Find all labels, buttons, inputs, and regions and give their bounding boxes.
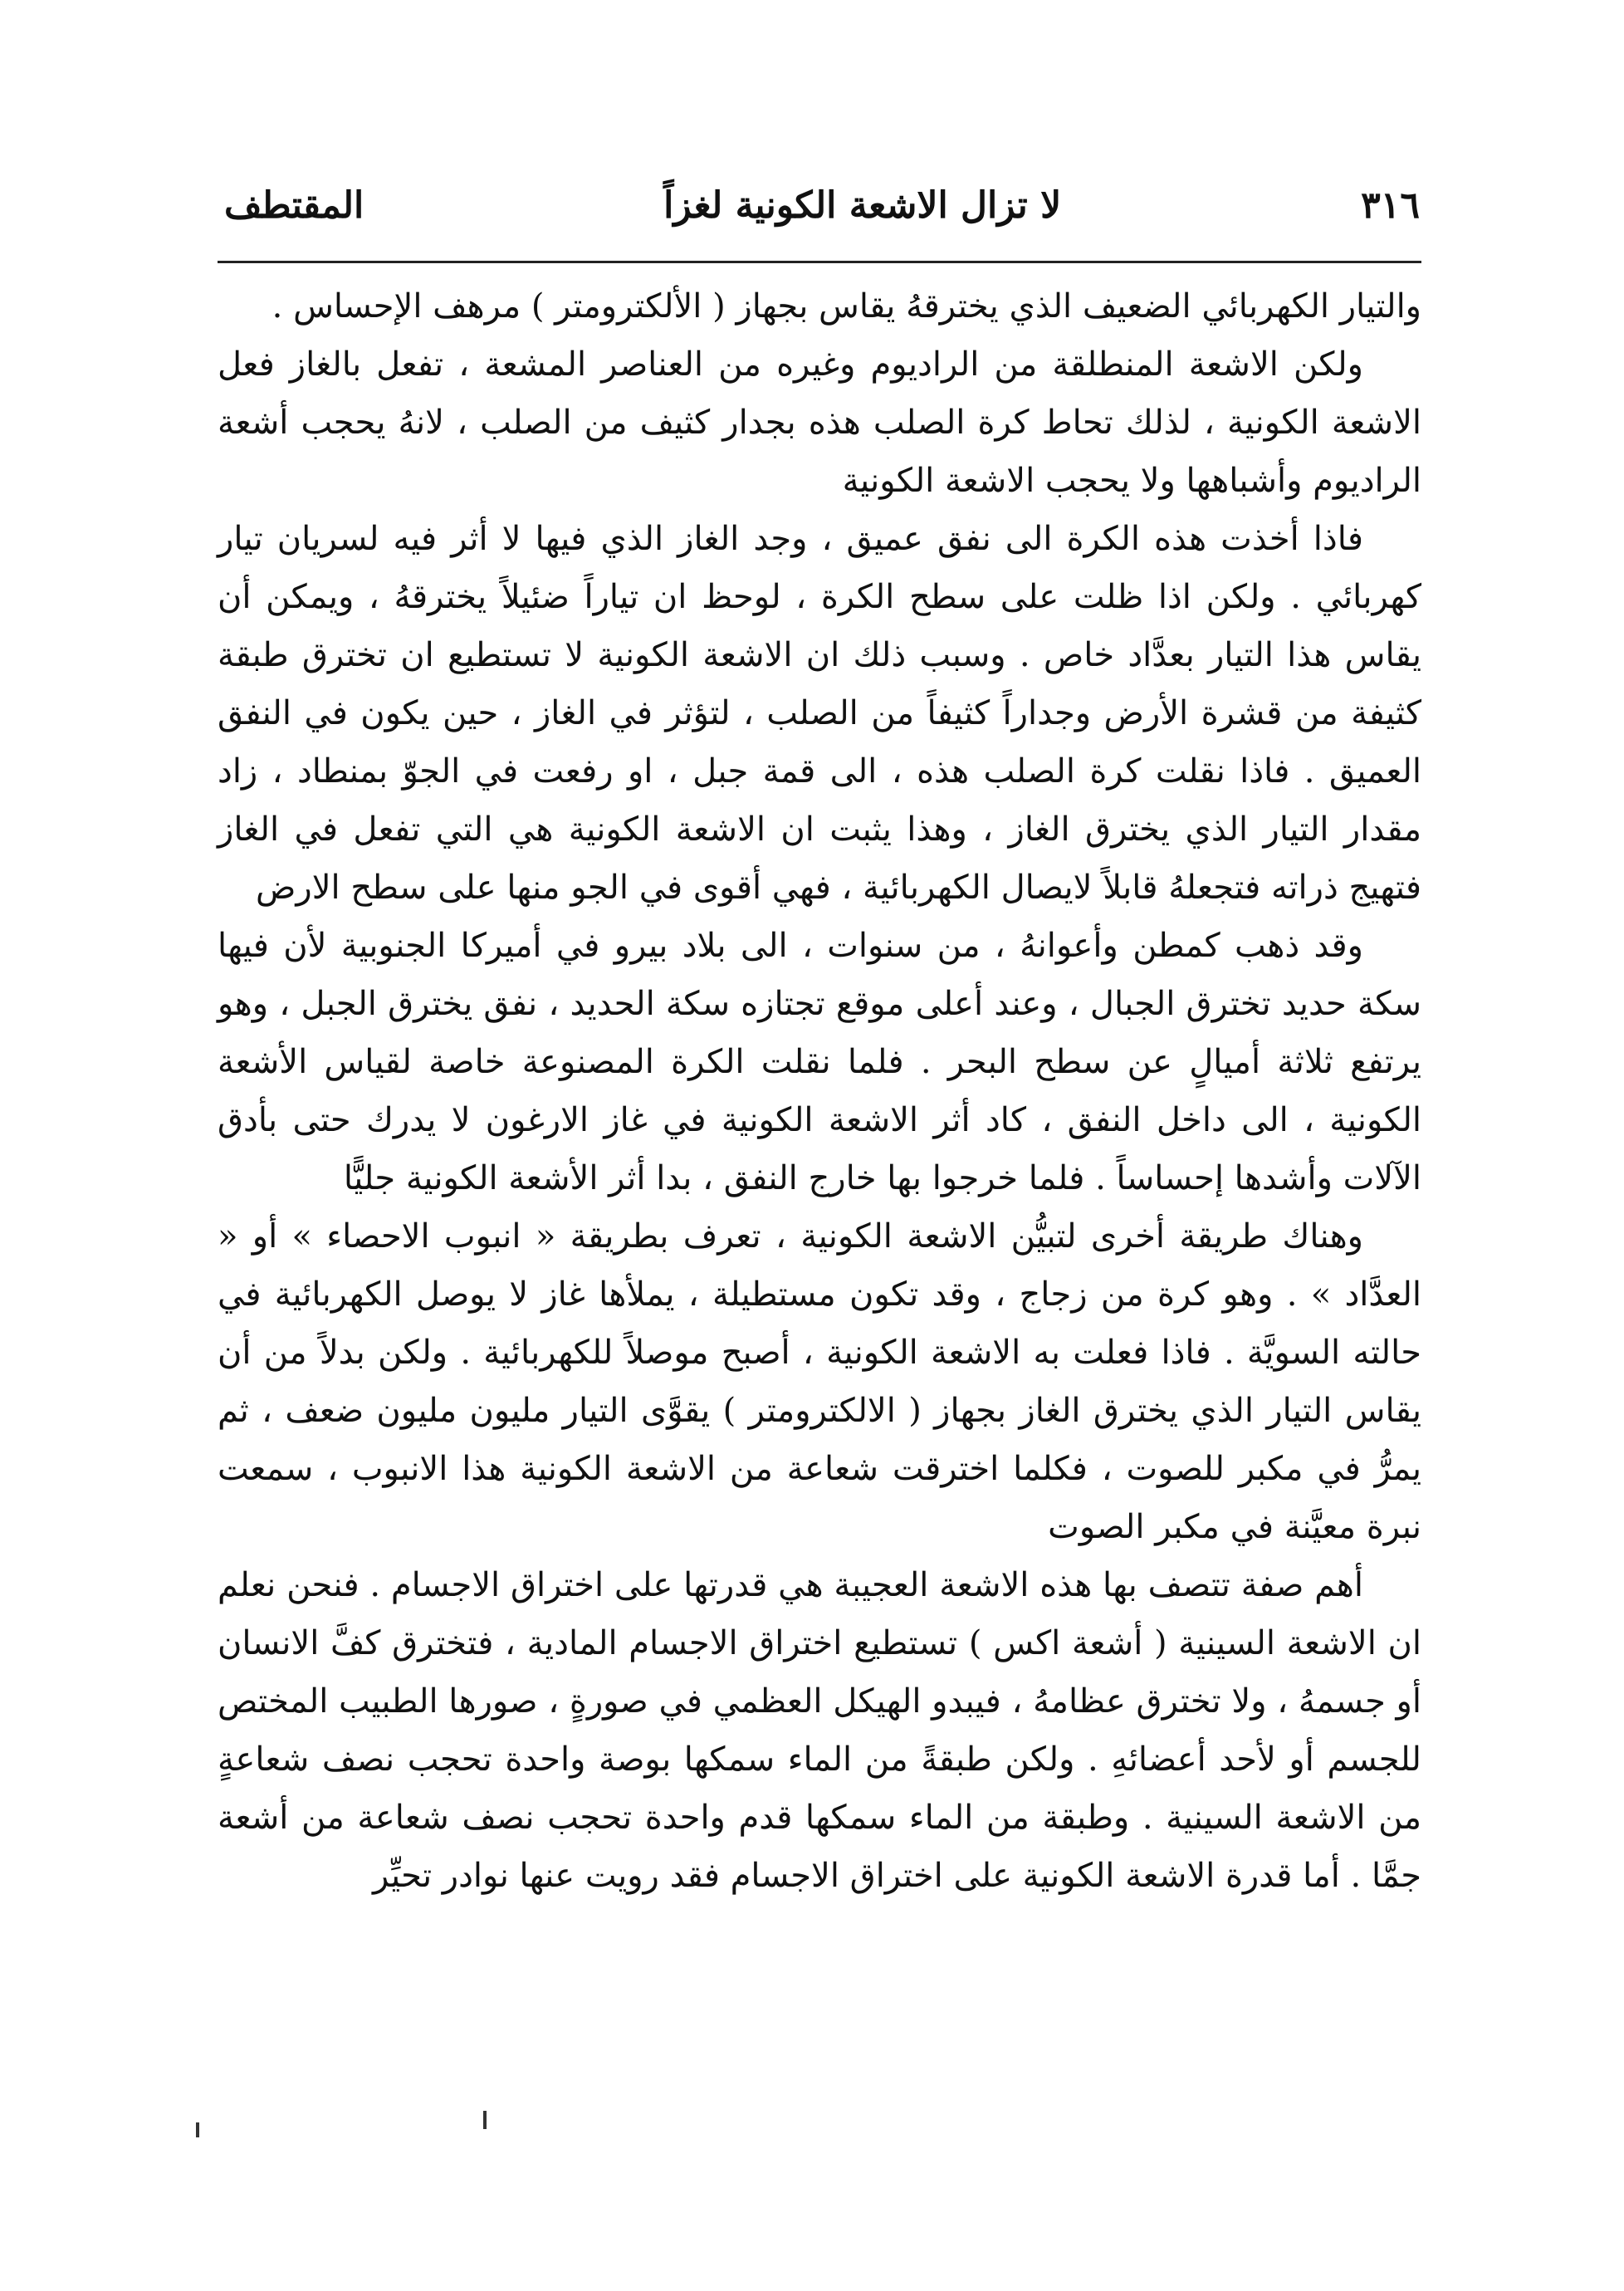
journal-name: المقتطف [224, 184, 364, 227]
margin-mark [196, 2122, 199, 2137]
running-header [224, 176, 1420, 234]
margin-mark [483, 2111, 487, 2129]
paragraph-2: ولكن الاشعة المنطلقة من الراديوم وغيره من العناصر المشعة ، تفعل بالغاز فعل الاشعة الكونية ، لذلك تحاط كرة الصلب هذه بجدار كثيف من الصلب ، لانهُ يحجب أشعة الراديوم وأشباهها ولا يحجب الاشعة الكونية [218, 345, 1421, 500]
page-number: ٣١٦ [1361, 184, 1420, 227]
paragraph-4: وقد ذهب كمطن وأعوانهُ ، من سنوات ، الى بلاد بيرو في أميركا الجنوبية لأن فيها سكة حديد تخترق الجبال ، وعند أعلى موقع تجتازه سكة الحديد ، نفق يخترق الجبل ، وهو يرتفع ثلاثة أميالٍ عن سطح البحر . فلما نقلت الكرة المصنوعة خاصة لقياس الأشعة الكونية ، الى داخل النفق ، كاد أثر الاشعة الكونية في غاز الارغون لا يدرك حتى بأدق الآلات وأشدها إحساساً . فلما خرجوا بها خارج النفق ، بدا أثر الأشعة الكونية جليًّا [218, 927, 1421, 1197]
paragraph-6: أهم صفة تتصف بها هذه الاشعة العجيبة هي قدرتها على اختراق الاجسام . فنحن نعلم ان الاشعة السينية ( أشعة اكس ) تستطيع اختراق الاجسام المادية ، فتخترق كفَّ الانسان أو جسمهُ ، ولا تخترق عظامهُ ، فيبدو الهيكل العظمي في صورةٍ ، صورها الطبيب المختص للجسم أو لأحد أعضائهِ . ولكن طبقةً من الماء سمكها بوصة واحدة تحجب نصف شعاعةٍ من الاشعة السينية . وطبقة من الماء سمكها قدم واحدة تحجب نصف شعاعة من أشعة جمَّا . أما قدرة الاشعة الكونية على اختراق الاجسام فقد رويت عنها نوادر تحيِّر [218, 1566, 1421, 1895]
paragraph-5: وهناك طريقة أخرى لتبيُّن الاشعة الكونية ، تعرف بطريقة « انبوب الاحصاء » أو « العدَّاد » . وهو كرة من زجاج ، وقد تكون مستطيلة ، يملأها غاز لا يوصل الكهربائية في حالته السويَّة . فاذا فعلت به الاشعة الكونية ، أصبح موصلاً للكهربائية . ولكن بدلاً من أن يقاس التيار الذي يخترق الغاز بجهاز ( الالكترومتر ) يقوَّى التيار مليون مليون ضعف ، ثم يمرُّ في مكبر للصوت ، فكلما اخترقت شعاعة من الاشعة الكونية هذا الانبوب ، سمعت نبرة معيَّنة في مكبر الصوت [218, 1217, 1421, 1546]
header-rule [218, 261, 1421, 263]
article-body [218, 277, 1421, 1905]
paragraph-1: والتيار الكهربائي الضعيف الذي يخترقهُ يقاس بجهاز ( الألكترومتر ) مرهف الإحساس . [271, 287, 1421, 326]
article-title: لا تزال الاشعة الكونية لغزاً [663, 184, 1062, 227]
paragraph-3: فاذا أخذت هذه الكرة الى نفق عميق ، وجد الغاز الذي فيها لا أثر فيه لسريان تيار كهربائي . ولكن اذا ظلت على سطح الكرة ، لوحظ ان تياراً ضئيلاً يخترقهُ ، ويمكن أن يقاس هذا التيار بعدَّاد خاص . وسبب ذلك ان الاشعة الكونية لا تستطيع ان تخترق طبقة كثيفة من قشرة الأرض وجداراً كثيفاً من الصلب ، لتؤثر في الغاز ، حين يكون في النفق العميق . فاذا نقلت كرة الصلب هذه ، الى قمة جبل ، او رفعت في الجوّ بمنطاد ، زاد مقدار التيار الذي يخترق الغاز ، وهذا يثبت ان الاشعة الكونية هي التي تفعل في الغاز فتهيج ذراته فتجعلهُ قابلاً لايصال الكهربائية ، فهي أقوى في الجو منها على سطح الارض [218, 520, 1421, 907]
